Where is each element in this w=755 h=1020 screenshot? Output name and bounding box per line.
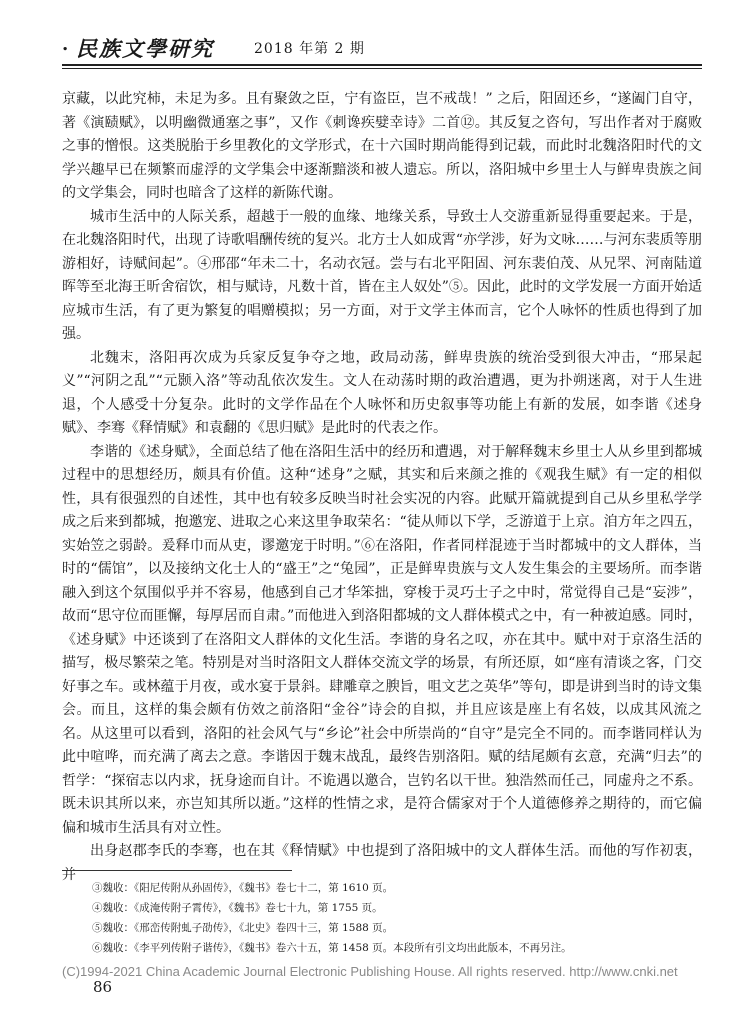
header-rule-thin — [62, 68, 702, 69]
journal-title: 民族文學研究 — [76, 36, 214, 61]
footnote: ③魏收：《阳尼传附从孙固传》，《魏书》卷七十二，第 1610 页。 — [92, 882, 394, 894]
paragraph: 城市生活中的人际关系，超越于一般的血缘、地缘关系，导致士人交游重新显得重要起来。于是，在北魏洛阳时代，出现了诗歌唱酬传统的复兴。北方士人如成霄“亦学涉，好为文咏……与河东裴质等朋游相好，诗赋间起”。④邢邵“年未二十，名动衣冠。尝与右北平阳固、河东裴伯茂、从兄罘、河南陆道晖等至北海王昕舍宿饮，相与赋诗，凡数十首，皆在主人奴处”⑤。因此，此时的文学发展一方面开始适应城市生活，有了更为繁复的唱赠模拟；另一方面，对于文学主体而言，它个人咏怀的性质也得到了加强。 — [62, 208, 702, 342]
issue-label: 2018 年第 2 期 — [254, 41, 365, 57]
footnote: ⑤魏收：《邢峦传附虬子劭传》，《北史》卷四十三，第 1588 页。 — [92, 922, 394, 934]
paragraph: 李谐的《述身赋》，全面总结了他在洛阳生活中的经历和遭遇，对于解释魏末乡里士人从乡里到都城过程中的思想经历，颇具有价值。这种“述身”之赋，其实和后来颜之推的《观我生赋》有一定的相似性，具有很强烈的自述性，其中也有较多反映当时社会实况的内容。此赋开篇就提到自己从乡里私学学成之后来到都城，抱邀宠、进取之心来这里争取荣名：“徒从师以下学，乏游道于上京。洎方年之四五，实始笠之弱龄。爰释巾而从吏，谬邀宠于时明。”⑥在洛阳，作者同样混迹于当时都城中的文人群体，当时的“儒馆”，以及接纳文化士人的“盛王”之“兔园”，正是鲜卑贵族与文人发生集会的主要场所。而李谐融入到这个氛围似乎并不容易，他感到自己才华笨拙，穿梭于灵巧士子之中时，常觉得自己是“妄涉”，故而“思守位而匪懈，每厚居而自肃。”而他进入到洛阳都城的文人群体模式之中，有一种被迫感。同时，《述身赋》中还谈到了在洛阳文人群体的文化生活。李谐的身名之叹，亦在其中。赋中对于京洛生活的描写，极尽繁荣之笔。特别是对当时洛阳文人群体交流文学的场景，有所还原，如“座有清谈之客，门交好事之车。或林蕴于月夜，或水宴于景斜。肆雕章之腴旨，咀文艺之英华”等句，即是讲到当时的诗文集会。而且，这样的集会颇有仿效之前洛阳“金谷”诗会的自拟，并且应该是座上有名妓，以成其风流之名。从这里可以看到，洛阳的社会风气与“乡论”社会中所崇尚的“自守”是完全不同的。而李谐同样认为此中喧哗，而充满了离去之意。李谐因于魏末战乱，最终告别洛阳。赋的结尾颇有玄意，充满“归去”的哲学：“探宿志以内求，抚身途而自计。不诡遇以邀合，岂钓名以干世。独浩然而任己，同虚舟之不系。既未识其所以来，亦岂知其所以逝。”这样的性情之求，是符合儒家对于个人道德修养之期待的，而它偏偏和城市生活具有对立性。 — [62, 443, 702, 836]
header-rule-thick — [62, 64, 702, 66]
article-body — [62, 88, 702, 887]
page-number: 86 — [93, 978, 113, 996]
paragraph: 京藏，以此究柿，未足为多。且有聚敛之臣，宁有盗臣，岂不戒哉！” 之后，阳固还乡，“遂阖门自守，著《演赜赋》，以明幽微通塞之事”，又作《刺谗疾嬖幸诗》二首⑫。其反复之咨句，写出作者对于腐败之事的憎恨。这类脱胎于乡里教化的文学形式，在十六国时期尚能得到记载，而此时北魏洛阳时代的文学兴趣早已在频繁而虚浮的文学集会中逐渐黯淡和被人遗忘。所以，洛阳城中乡里士人与鲜卑贵族之间的文学集会，同时也暗含了这样的新陈代谢。 — [62, 91, 702, 201]
copyright-watermark: (C)1994-2021 China Academic Journal Electronic Publishing House. All rights reserved. http://www.cnki.net — [62, 964, 678, 979]
footnote-rule — [62, 870, 292, 871]
paragraph: 出身赵郡李氏的李骞，也在其《释情赋》中也提到了洛阳城中的文人群体生活。而他的写作初衷，并 — [62, 843, 702, 883]
footnote: ④魏收：《成淹传附子霄传》，《魏书》卷七十九，第 1755 页。 — [92, 902, 383, 914]
footnote: ⑥魏收：《李平列传附子谐传》，《魏书》卷六十五，第 1458 页。本段所有引文均出此版本，不再另注。 — [92, 942, 572, 954]
paragraph: 北魏末，洛阳再次成为兵家反复争夺之地，政局动荡，鲜卑贵族的统治受到很大冲击，“邢杲起义”“河阴之乱”“元颢入洛”等动乱依次发生。文人在动荡时期的政治遭遇，更为扑朔迷离，对于人生进退，个人感受十分复杂。此时的文学作品在个人咏怀和历史叙事等功能上有新的发展，如李谐《述身赋》、李骞《释情赋》和袁翻的《思归赋》是此时的代表之作。 — [62, 349, 702, 436]
header-bullet: . — [62, 34, 69, 55]
footnotes — [92, 878, 692, 958]
running-header — [62, 30, 702, 70]
